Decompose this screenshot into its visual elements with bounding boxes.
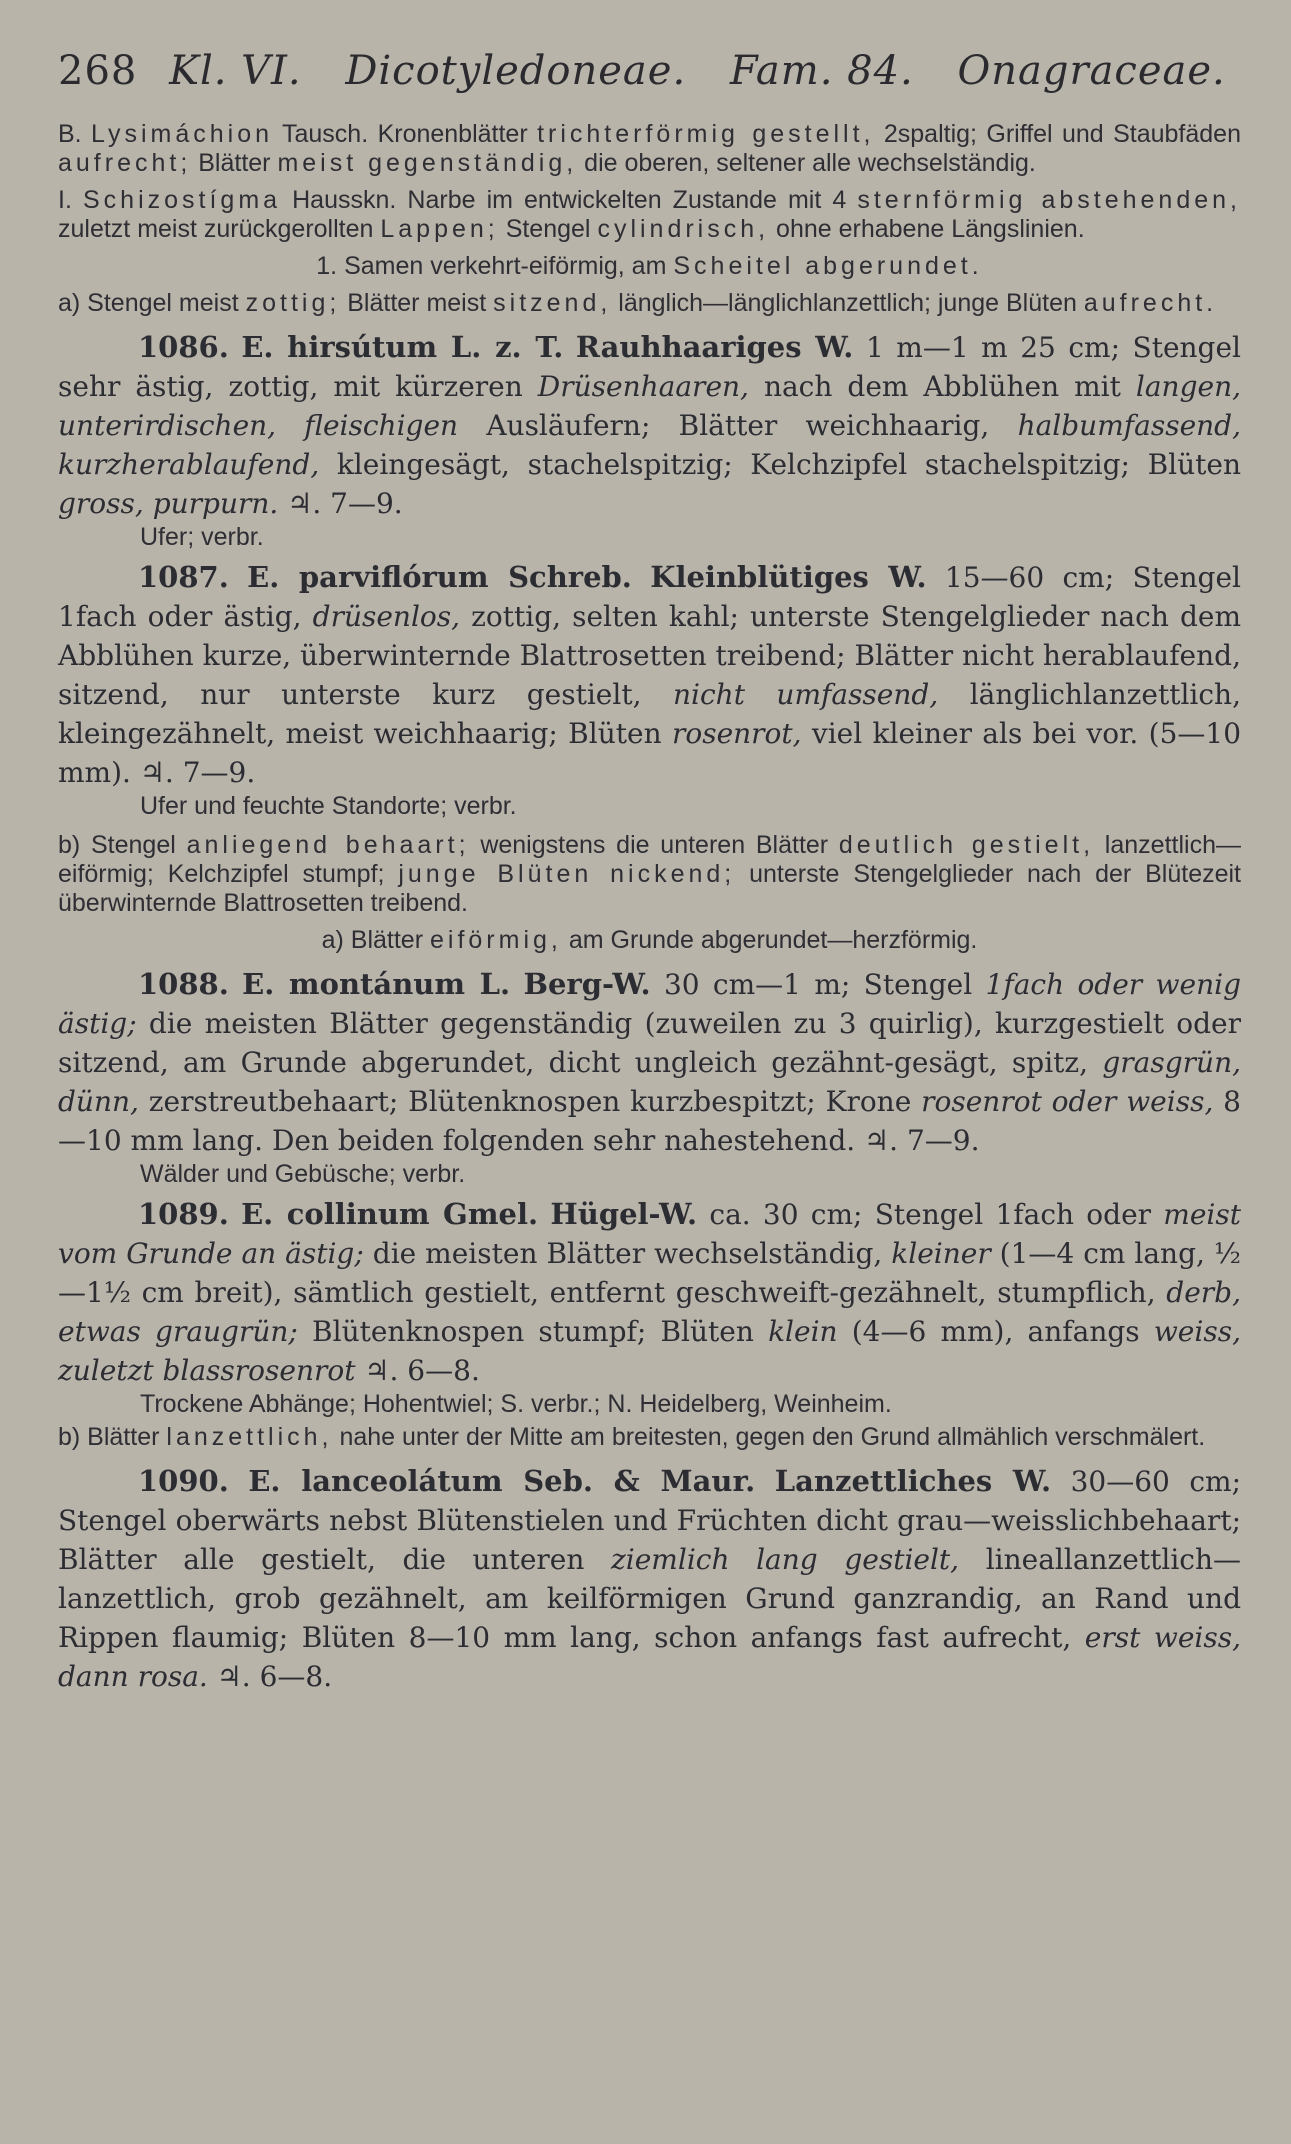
species-entry-1089 xyxy=(58,1195,1241,1390)
section-b-text: aufrecht; xyxy=(58,149,192,177)
key-1-text: 1. Samen verkehrt-eiförmig, am xyxy=(316,252,667,280)
section-b-letter: B. xyxy=(58,120,82,148)
habitat-1086: Ufer; verbr. xyxy=(140,523,264,551)
key-a1-text: aufrecht. xyxy=(1083,289,1218,317)
section-b-author: Tausch. xyxy=(282,120,369,148)
entry-text: länglichlanzettlich, kleingezähnelt, meist weichhaarig; Blüten xyxy=(58,678,1241,750)
header-class: Kl. VI. xyxy=(169,48,302,94)
entry-text-italic: halbumfassend, kurzherablaufend, xyxy=(58,409,1241,481)
entry-text-italic: 1fach oder wenig ästig; xyxy=(58,968,1241,1040)
entry-text: ♃. 6—8. xyxy=(364,1354,480,1387)
header-family-name: Onagraceae. xyxy=(957,48,1226,94)
common-name: Hügel-W. xyxy=(550,1197,698,1231)
section-i-text: Lappen; xyxy=(380,215,499,243)
section-i-text: Stengel xyxy=(505,215,591,243)
habitat-1087: Ufer und feuchte Standorte; verbr. xyxy=(140,792,517,820)
header-division: Dicotyledoneae. xyxy=(345,48,687,94)
section-b-text: Blätter xyxy=(198,149,271,177)
entry-text: die meisten Blätter wechselständig, xyxy=(372,1237,883,1270)
entry-text: ♃. 7—9. xyxy=(287,487,403,520)
entry-text-italic: Drüsenhaaren, xyxy=(537,370,749,403)
entry-text-italic: derb, etwas graugrün; xyxy=(58,1276,1241,1348)
entry-text: ♃. 6—8. xyxy=(216,1660,333,1693)
key-a2 xyxy=(58,926,1241,955)
key-a1-text: länglich—länglichlanzettlich; junge Blüten xyxy=(618,289,1077,317)
entry-text-italic: rosenrot oder weiss, xyxy=(921,1085,1214,1118)
section-b-text: trichterförmig gestellt, xyxy=(537,120,875,148)
key-a2-text: am Grunde abgerundet—herzförmig. xyxy=(568,926,978,954)
entry-text: zottig, selten kahl; unterste Stengelglieder nach dem Abblühen kurze, überwinternde Blattrosetten treibend; Blätter nicht herablaufend, sitzend, nur unterste kurz gestielt, xyxy=(58,600,1241,711)
entry-text-italic: kleiner xyxy=(891,1237,991,1270)
key-b1-text: deutlich gestielt, xyxy=(838,831,1095,859)
common-name: Lanzettliches W. xyxy=(774,1464,1052,1498)
entry-text-italic: rosenrot, xyxy=(671,717,802,750)
key-a1-text: a) Stengel meist xyxy=(58,289,239,317)
entry-text-italic: grasgrün, dünn, xyxy=(58,1046,1242,1118)
entry-text: (1—4 cm lang, ½—1½ cm breit), sämtlich gestielt, entfernt geschweift-gezähnelt, stumpflich, xyxy=(58,1237,1241,1309)
key-b1-text: anliegend behaart; xyxy=(186,831,470,859)
section-i-text: zuletzt meist zurückgerollten xyxy=(58,215,374,243)
header-family: Fam. 84. xyxy=(729,48,914,94)
entry-text: die meisten Blätter gegenständig (zuweilen zu 3 quirlig), kurzgestielt oder sitzend, am Grunde abgerundet, dicht ungleich gezähnt-gesägt, spitz, xyxy=(58,1007,1241,1079)
key-a1-text: sitzend, xyxy=(493,289,612,317)
key-b1-text: wenigstens die unteren Blätter xyxy=(480,831,829,859)
section-i-text: ohne erhabene Längslinien. xyxy=(776,215,1085,243)
entry-number: 1088. xyxy=(138,967,229,1001)
entry-text: kleingesägt, stachelspitzig; Kelchzipfel stachelspitzig; Blüten xyxy=(336,448,1241,481)
entry-text: 30 cm—1 m; Stengel xyxy=(663,968,973,1001)
section-i-text: Narbe im entwickelten Zustande mit 4 xyxy=(407,186,847,214)
section-i-author: Hausskn. xyxy=(292,186,397,214)
species-entry-1087 xyxy=(58,558,1241,792)
common-name: Kleinblütiges W. xyxy=(650,560,927,594)
entry-number: 1086. xyxy=(138,330,229,364)
key-b1-text: b) Stengel xyxy=(58,831,176,859)
entry-text: ca. 30 cm; Stengel 1fach oder xyxy=(709,1198,1152,1231)
key-b2 xyxy=(58,1423,1241,1452)
key-1-text: Scheitel abgerundet. xyxy=(673,252,983,280)
entry-text-italic: nicht umfassend, xyxy=(672,678,939,711)
key-a2-text: eiförmig, xyxy=(430,926,562,954)
species-name: E. hirsútum L. z. T. xyxy=(241,330,564,364)
section-i-name: Schizostígma xyxy=(82,186,282,214)
habitat-1089: Trockene Abhänge; Hohentwiel; S. verbr.; N. Heidelberg, Weinheim. xyxy=(140,1390,892,1418)
species-entry-1086 xyxy=(58,328,1241,523)
species-name: E. collinum Gmel. xyxy=(241,1197,539,1231)
entry-text: zerstreutbehaart; Blütenknospen kurzbespitzt; Krone xyxy=(148,1085,912,1118)
entry-text: 1 m—1 m 25 cm; Stengel sehr ästig, zottig, mit kürzeren xyxy=(58,331,1241,403)
key-a1-text: zottig; xyxy=(245,289,341,317)
key-b1-text: unterste Stengelglieder nach der Blütezeit überwinternde Blattrosetten treibend. xyxy=(58,860,1241,917)
entry-text: Ausläufern; Blätter weichhaarig, xyxy=(486,409,990,442)
section-b-text: 2spaltig; Griffel und Staubfäden xyxy=(883,120,1241,148)
common-name: Rauhhaariges W. xyxy=(575,330,854,364)
section-i xyxy=(58,186,1241,244)
key-a1 xyxy=(58,289,1241,318)
species-name: E. parviflórum Schreb. xyxy=(247,560,632,594)
key-b1-text: junge Blüten nickend; xyxy=(398,860,736,888)
page-number: 268 xyxy=(58,48,138,94)
entry-text: viel kleiner als bei vor. (5—10 mm). ♃. 7—9. xyxy=(58,717,1242,789)
key-b1-text: lanzettlich—eiförmig; Kelchzipfel stumpf; xyxy=(58,831,1241,888)
entry-text-italic: erst weiss, dann rosa. xyxy=(58,1621,1241,1693)
key-b2-text: lanzettlich, xyxy=(166,1423,333,1451)
species-name: E. lanceolátum Seb. & Maur. xyxy=(248,1464,756,1498)
species-name: E. montánum L. xyxy=(242,967,511,1001)
section-b-text: Kronenblätter xyxy=(377,120,528,148)
entry-text: 8—10 mm lang. Den beiden folgenden sehr nahestehend. ♃. 7—9. xyxy=(58,1085,1241,1157)
common-name: Berg-W. xyxy=(523,967,651,1001)
species-entry-1088 xyxy=(58,965,1241,1160)
entry-text-italic: weiss, zuletzt blassrosenrot xyxy=(58,1315,1241,1387)
habitat-1088: Wälder und Gebüsche; verbr. xyxy=(140,1160,466,1188)
section-b xyxy=(58,120,1241,178)
key-b1 xyxy=(58,831,1241,918)
entry-number: 1090. xyxy=(138,1464,229,1498)
key-a1-text: Blätter meist xyxy=(347,289,487,317)
section-b-text: die oberen, seltener alle wechselständig. xyxy=(584,149,1036,177)
entry-text-italic: drüsenlos, xyxy=(312,600,461,633)
entry-text-italic: ziemlich lang gestielt, xyxy=(611,1543,960,1576)
entry-text: (4—6 mm), anfangs xyxy=(851,1315,1140,1348)
species-entry-1090 xyxy=(58,1462,1241,1696)
section-i-text: cylindrisch, xyxy=(597,215,770,243)
entry-text-italic: klein xyxy=(768,1315,838,1348)
entry-text-italic: langen, unterirdischen, fleischigen xyxy=(58,370,1241,442)
key-b2-text: nahe unter der Mitte am breitesten, gegen den Grund allmählich verschmälert. xyxy=(339,1423,1206,1451)
entry-number: 1089. xyxy=(138,1197,229,1231)
entry-text: lineallanzettlich—lanzettlich, grob gezähnelt, am keilförmigen Grund ganzrandig, an Rand und Rippen flaumig; Blüten 8—10 mm lang, schon anfangs fast aufrecht, xyxy=(58,1543,1241,1654)
key-1 xyxy=(58,252,1241,281)
section-b-name: Lysimáchion xyxy=(91,120,274,148)
section-i-letter: I. xyxy=(58,186,72,214)
entry-number: 1087. xyxy=(138,560,229,594)
running-head xyxy=(58,48,1241,94)
entry-text: 30—60 cm; Stengel oberwärts nebst Blütenstielen und Früchten dicht grau—weisslichbehaart; Blätter alle gestielt, die unteren xyxy=(58,1465,1242,1576)
section-i-text: sternförmig abstehenden, xyxy=(857,186,1241,214)
entry-text: 15—60 cm; Stengel 1fach oder ästig, xyxy=(58,561,1241,633)
entry-text-italic: gross, purpurn. xyxy=(58,487,279,520)
section-b-text: meist gegenständig, xyxy=(277,149,578,177)
entry-text-italic: meist vom Grunde an ästig; xyxy=(58,1198,1241,1270)
entry-text: Blütenknospen stumpf; Blüten xyxy=(312,1315,754,1348)
key-a2-text: a) Blätter xyxy=(321,926,424,954)
key-b2-text: b) Blätter xyxy=(58,1423,160,1451)
entry-text: nach dem Abblühen mit xyxy=(763,370,1121,403)
